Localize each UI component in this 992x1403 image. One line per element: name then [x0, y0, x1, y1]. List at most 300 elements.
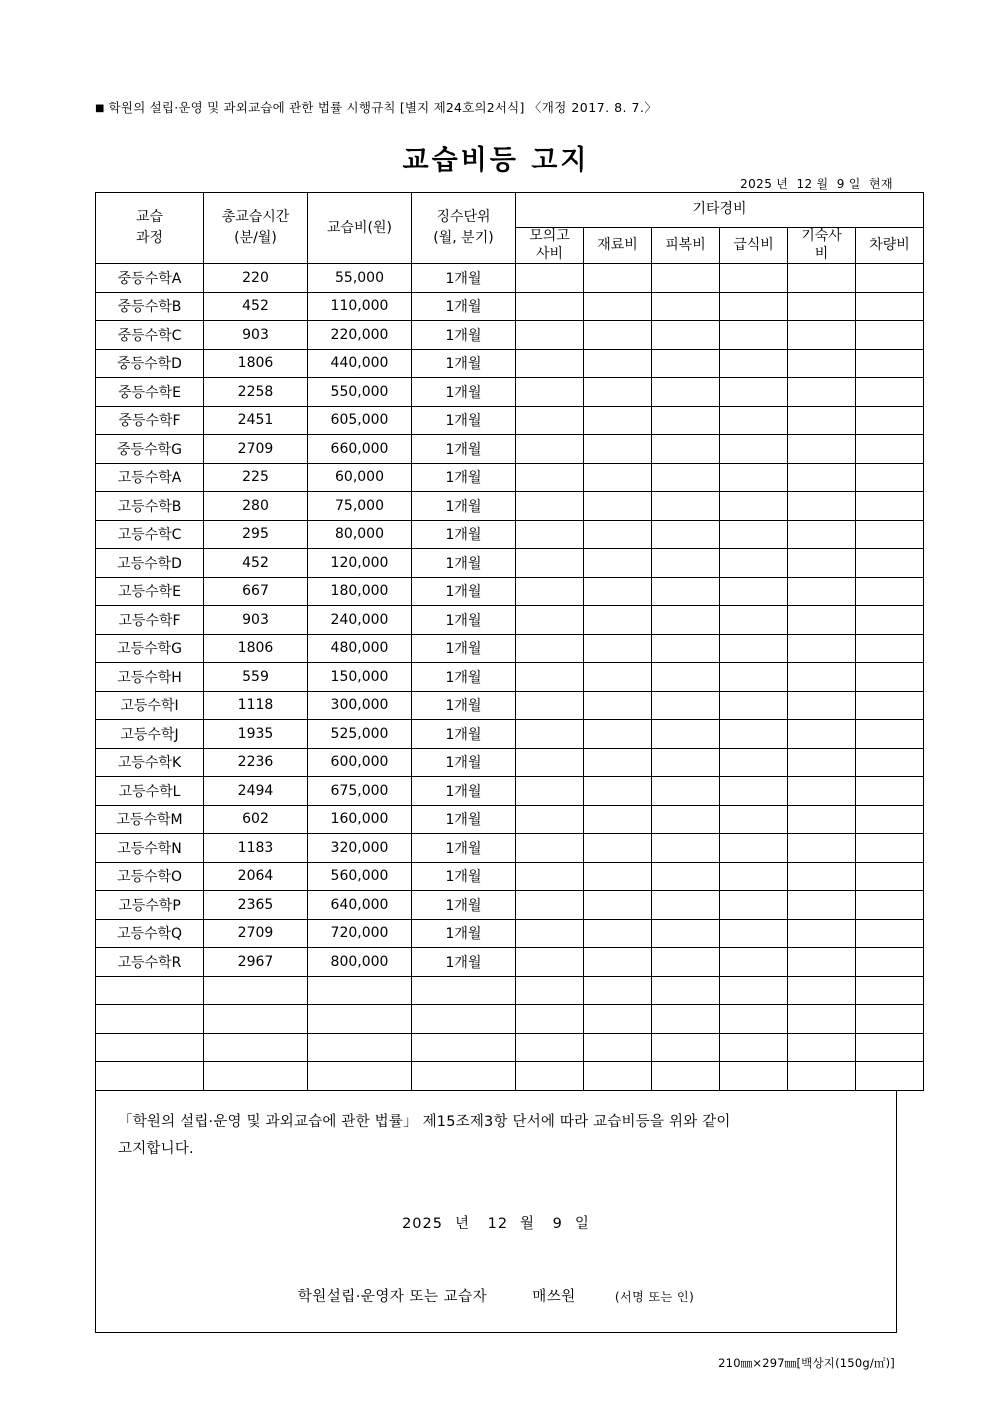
- table-row-empty: [96, 1005, 924, 1034]
- cell-course: 고등수학M: [96, 805, 204, 834]
- cell-etc-dormitory: [788, 805, 856, 834]
- cell-etc-vehicle: [856, 435, 924, 464]
- table-row: [96, 606, 924, 635]
- cell-fee: 60,000: [308, 463, 412, 492]
- cell-course: 고등수학F: [96, 606, 204, 635]
- cell-etc-vehicle: [856, 406, 924, 435]
- bullet-marker-icon: ■: [95, 103, 105, 114]
- cell-course: 중등수학G: [96, 435, 204, 464]
- cell-fee: 75,000: [308, 492, 412, 521]
- cell-etc-dormitory: [788, 520, 856, 549]
- cell-empty: [96, 1062, 204, 1091]
- table-row: [96, 321, 924, 350]
- table-row-empty: [96, 1033, 924, 1062]
- cell-etc-materials: [584, 549, 652, 578]
- cell-course: 고등수학A: [96, 463, 204, 492]
- as-of-month: 12: [796, 177, 813, 191]
- cell-unit: 1개월: [412, 264, 516, 293]
- cell-etc-mock-exam: [516, 834, 584, 863]
- cell-etc-mock-exam: [516, 577, 584, 606]
- cell-etc-vehicle: [856, 663, 924, 692]
- cell-etc-vehicle: [856, 834, 924, 863]
- cell-empty: [516, 1005, 584, 1034]
- col-header-course-line1: 교습: [135, 209, 164, 225]
- cell-course: 고등수학B: [96, 492, 204, 521]
- cell-etc-mock-exam: [516, 748, 584, 777]
- table-row: [96, 805, 924, 834]
- cell-etc-mock-exam: [516, 720, 584, 749]
- cell-course: 중등수학A: [96, 264, 204, 293]
- cell-etc-mock-exam: [516, 520, 584, 549]
- table-body: [96, 264, 924, 1091]
- cell-etc-vehicle: [856, 349, 924, 378]
- cell-etc-materials: [584, 891, 652, 920]
- cell-fee: 440,000: [308, 349, 412, 378]
- table-row: [96, 777, 924, 806]
- cell-etc-meals: [720, 691, 788, 720]
- cell-etc-clothing: [652, 264, 720, 293]
- cell-etc-clothing: [652, 292, 720, 321]
- cell-fee: 220,000: [308, 321, 412, 350]
- cell-empty: [412, 1033, 516, 1062]
- cell-etc-clothing: [652, 577, 720, 606]
- cell-total-hours: 452: [204, 292, 308, 321]
- cell-total-hours: 1806: [204, 634, 308, 663]
- cell-etc-meals: [720, 463, 788, 492]
- notice-date-year: 2025: [402, 1215, 443, 1232]
- cell-empty: [720, 1033, 788, 1062]
- cell-etc-materials: [584, 435, 652, 464]
- cell-etc-mock-exam: [516, 435, 584, 464]
- cell-fee: 560,000: [308, 862, 412, 891]
- cell-unit: 1개월: [412, 748, 516, 777]
- cell-etc-mock-exam: [516, 321, 584, 350]
- cell-etc-materials: [584, 463, 652, 492]
- page-title: 교습비등 고지: [402, 145, 590, 176]
- cell-total-hours: 602: [204, 805, 308, 834]
- cell-total-hours: 225: [204, 463, 308, 492]
- cell-empty: [652, 1062, 720, 1091]
- cell-etc-dormitory: [788, 549, 856, 578]
- cell-etc-clothing: [652, 549, 720, 578]
- cell-etc-clothing: [652, 520, 720, 549]
- cell-etc-dormitory: [788, 321, 856, 350]
- cell-etc-materials: [584, 748, 652, 777]
- cell-empty: [788, 1005, 856, 1034]
- cell-etc-vehicle: [856, 634, 924, 663]
- cell-etc-vehicle: [856, 606, 924, 635]
- cell-empty: [584, 1033, 652, 1062]
- cell-etc-dormitory: [788, 663, 856, 692]
- notice-date-day-label: 일: [574, 1215, 590, 1232]
- cell-empty: [412, 976, 516, 1005]
- cell-etc-mock-exam: [516, 777, 584, 806]
- cell-unit: 1개월: [412, 321, 516, 350]
- cell-empty: [204, 976, 308, 1005]
- table-row: [96, 834, 924, 863]
- cell-etc-materials: [584, 691, 652, 720]
- cell-etc-vehicle: [856, 577, 924, 606]
- col-header-etc-dormitory: [788, 228, 856, 264]
- cell-etc-vehicle: [856, 264, 924, 293]
- cell-total-hours: 1183: [204, 834, 308, 863]
- cell-etc-meals: [720, 634, 788, 663]
- cell-empty: [788, 1062, 856, 1091]
- cell-etc-clothing: [652, 948, 720, 977]
- cell-etc-dormitory: [788, 406, 856, 435]
- cell-etc-clothing: [652, 805, 720, 834]
- cell-etc-materials: [584, 919, 652, 948]
- cell-etc-dormitory: [788, 919, 856, 948]
- cell-course: 고등수학R: [96, 948, 204, 977]
- col-header-etc-materials: 재료비: [584, 228, 652, 264]
- cell-empty: [584, 976, 652, 1005]
- cell-etc-materials: [584, 264, 652, 293]
- cell-total-hours: 2365: [204, 891, 308, 920]
- cell-empty: [652, 1005, 720, 1034]
- cell-empty: [584, 1005, 652, 1034]
- cell-etc-meals: [720, 435, 788, 464]
- cell-fee: 480,000: [308, 634, 412, 663]
- cell-etc-mock-exam: [516, 549, 584, 578]
- cell-etc-materials: [584, 777, 652, 806]
- as-of-suffix: 현재: [869, 177, 893, 191]
- cell-course: 고등수학D: [96, 549, 204, 578]
- cell-etc-mock-exam: [516, 891, 584, 920]
- cell-empty: [204, 1005, 308, 1034]
- cell-empty: [412, 1062, 516, 1091]
- cell-unit: 1개월: [412, 891, 516, 920]
- cell-total-hours: 2258: [204, 378, 308, 407]
- cell-etc-mock-exam: [516, 463, 584, 492]
- cell-etc-clothing: [652, 748, 720, 777]
- cell-empty: [788, 1033, 856, 1062]
- table-row: [96, 378, 924, 407]
- table-row: [96, 691, 924, 720]
- cell-etc-vehicle: [856, 463, 924, 492]
- cell-unit: 1개월: [412, 520, 516, 549]
- cell-etc-dormitory: [788, 720, 856, 749]
- cell-etc-mock-exam: [516, 805, 584, 834]
- col-header-etc-group: 기타경비: [516, 193, 924, 228]
- cell-empty: [308, 1062, 412, 1091]
- cell-unit: 1개월: [412, 948, 516, 977]
- cell-etc-vehicle: [856, 805, 924, 834]
- paper-spec: 210㎜×297㎜[백상지(150g/㎡)]: [718, 1355, 895, 1370]
- cell-etc-vehicle: [856, 748, 924, 777]
- cell-empty: [856, 1005, 924, 1034]
- as-of-date: [738, 175, 895, 192]
- col-header-etc-meals: 급식비: [720, 228, 788, 264]
- cell-etc-vehicle: [856, 862, 924, 891]
- cell-etc-meals: [720, 748, 788, 777]
- cell-empty: [412, 1005, 516, 1034]
- as-of-month-label: 월: [816, 177, 829, 191]
- cell-course: 고등수학Q: [96, 919, 204, 948]
- cell-fee: 150,000: [308, 663, 412, 692]
- table-row: [96, 577, 924, 606]
- notice-date-day: 9: [552, 1215, 563, 1232]
- cell-etc-clothing: [652, 378, 720, 407]
- notice-box: [95, 1091, 897, 1333]
- cell-etc-clothing: [652, 663, 720, 692]
- table-row: [96, 948, 924, 977]
- cell-etc-mock-exam: [516, 919, 584, 948]
- table-row: [96, 748, 924, 777]
- table-row: [96, 292, 924, 321]
- col-header-etc-mock-exam: [516, 228, 584, 264]
- cell-fee: 605,000: [308, 406, 412, 435]
- as-of-day-label: 일: [848, 177, 861, 191]
- cell-empty: [516, 976, 584, 1005]
- col-header-course-line2: 과정: [135, 230, 164, 246]
- table-row: [96, 463, 924, 492]
- cell-fee: 80,000: [308, 520, 412, 549]
- as-of-day: 9: [836, 177, 845, 191]
- cell-etc-vehicle: [856, 520, 924, 549]
- cell-etc-materials: [584, 663, 652, 692]
- cell-etc-materials: [584, 862, 652, 891]
- cell-fee: 600,000: [308, 748, 412, 777]
- table-header: [96, 193, 924, 264]
- cell-etc-dormitory: [788, 378, 856, 407]
- cell-etc-dormitory: [788, 777, 856, 806]
- cell-etc-clothing: [652, 834, 720, 863]
- cell-total-hours: 1935: [204, 720, 308, 749]
- cell-etc-materials: [584, 292, 652, 321]
- cell-total-hours: 2967: [204, 948, 308, 977]
- cell-fee: 640,000: [308, 891, 412, 920]
- col-header-fee: [308, 193, 412, 264]
- col-header-unit-line2: (월, 분기): [433, 230, 494, 246]
- cell-etc-dormitory: [788, 948, 856, 977]
- cell-etc-dormitory: [788, 349, 856, 378]
- cell-etc-materials: [584, 577, 652, 606]
- table-row: [96, 663, 924, 692]
- revision-text: 〈개정 2017. 8. 7.〉: [528, 100, 658, 115]
- cell-course: 중등수학B: [96, 292, 204, 321]
- cell-unit: 1개월: [412, 378, 516, 407]
- cell-fee: 550,000: [308, 378, 412, 407]
- cell-fee: 660,000: [308, 435, 412, 464]
- cell-etc-vehicle: [856, 292, 924, 321]
- cell-etc-meals: [720, 948, 788, 977]
- cell-empty: [720, 976, 788, 1005]
- cell-etc-dormitory: [788, 862, 856, 891]
- cell-course: 고등수학I: [96, 691, 204, 720]
- cell-total-hours: 903: [204, 606, 308, 635]
- cell-empty: [856, 1033, 924, 1062]
- cell-etc-meals: [720, 577, 788, 606]
- table-row: [96, 520, 924, 549]
- cell-etc-dormitory: [788, 577, 856, 606]
- cell-empty: [652, 1033, 720, 1062]
- cell-etc-clothing: [652, 463, 720, 492]
- cell-unit: 1개월: [412, 919, 516, 948]
- cell-empty: [204, 1033, 308, 1062]
- cell-course: 고등수학C: [96, 520, 204, 549]
- cell-course: 고등수학P: [96, 891, 204, 920]
- cell-etc-vehicle: [856, 492, 924, 521]
- table-row: [96, 349, 924, 378]
- table-row: [96, 549, 924, 578]
- table-row: [96, 264, 924, 293]
- cell-total-hours: 452: [204, 549, 308, 578]
- cell-etc-vehicle: [856, 720, 924, 749]
- col-header-hours-line2: (분/월): [234, 230, 277, 246]
- cell-etc-meals: [720, 891, 788, 920]
- cell-empty: [584, 1062, 652, 1091]
- cell-total-hours: 2494: [204, 777, 308, 806]
- cell-etc-dormitory: [788, 492, 856, 521]
- col-header-etc-dormitory-line1: 기숙사: [801, 228, 842, 244]
- cell-etc-meals: [720, 492, 788, 521]
- cell-etc-clothing: [652, 349, 720, 378]
- cell-unit: 1개월: [412, 406, 516, 435]
- cell-total-hours: 2451: [204, 406, 308, 435]
- cell-etc-dormitory: [788, 264, 856, 293]
- cell-etc-clothing: [652, 634, 720, 663]
- cell-etc-clothing: [652, 321, 720, 350]
- cell-total-hours: 280: [204, 492, 308, 521]
- table-row: [96, 919, 924, 948]
- cell-fee: 720,000: [308, 919, 412, 948]
- cell-etc-clothing: [652, 720, 720, 749]
- cell-etc-meals: [720, 292, 788, 321]
- cell-course: 중등수학F: [96, 406, 204, 435]
- cell-unit: 1개월: [412, 577, 516, 606]
- cell-fee: 300,000: [308, 691, 412, 720]
- cell-empty: [308, 1033, 412, 1062]
- cell-course: 중등수학E: [96, 378, 204, 407]
- cell-empty: [720, 1062, 788, 1091]
- cell-course: 고등수학N: [96, 834, 204, 863]
- cell-etc-vehicle: [856, 891, 924, 920]
- cell-empty: [720, 1005, 788, 1034]
- cell-etc-clothing: [652, 406, 720, 435]
- cell-course: 고등수학E: [96, 577, 204, 606]
- cell-etc-dormitory: [788, 606, 856, 635]
- cell-etc-meals: [720, 520, 788, 549]
- cell-etc-dormitory: [788, 891, 856, 920]
- cell-etc-mock-exam: [516, 378, 584, 407]
- cell-empty: [96, 976, 204, 1005]
- table-header-row-1: [96, 193, 924, 228]
- cell-empty: [788, 976, 856, 1005]
- notice-date-month: 12: [487, 1215, 509, 1232]
- cell-unit: 1개월: [412, 777, 516, 806]
- col-header-unit: [412, 193, 516, 264]
- cell-etc-vehicle: [856, 549, 924, 578]
- cell-etc-dormitory: [788, 691, 856, 720]
- cell-etc-clothing: [652, 606, 720, 635]
- cell-total-hours: 2064: [204, 862, 308, 891]
- cell-etc-meals: [720, 549, 788, 578]
- table-row-empty: [96, 1062, 924, 1091]
- cell-etc-vehicle: [856, 948, 924, 977]
- col-header-etc-dormitory-line2: 비: [814, 245, 829, 262]
- cell-fee: 320,000: [308, 834, 412, 863]
- cell-unit: 1개월: [412, 634, 516, 663]
- cell-etc-mock-exam: [516, 492, 584, 521]
- cell-etc-dormitory: [788, 748, 856, 777]
- notice-date: [96, 1212, 896, 1233]
- cell-etc-meals: [720, 862, 788, 891]
- cell-unit: 1개월: [412, 805, 516, 834]
- cell-etc-meals: [720, 349, 788, 378]
- cell-etc-mock-exam: [516, 862, 584, 891]
- legal-reference-line: [95, 98, 657, 116]
- cell-etc-meals: [720, 378, 788, 407]
- table-row: [96, 862, 924, 891]
- cell-etc-materials: [584, 378, 652, 407]
- cell-course: 고등수학K: [96, 748, 204, 777]
- cell-total-hours: 220: [204, 264, 308, 293]
- cell-etc-meals: [720, 606, 788, 635]
- cell-etc-clothing: [652, 435, 720, 464]
- cell-etc-mock-exam: [516, 406, 584, 435]
- cell-etc-materials: [584, 948, 652, 977]
- table-row: [96, 720, 924, 749]
- signer-label: 학원설립·운영자 또는 교습자: [297, 1288, 488, 1305]
- cell-etc-meals: [720, 805, 788, 834]
- cell-total-hours: 1118: [204, 691, 308, 720]
- table-row: [96, 406, 924, 435]
- table-row: [96, 634, 924, 663]
- cell-etc-dormitory: [788, 435, 856, 464]
- col-header-etc-clothing: 피복비: [652, 228, 720, 264]
- cell-etc-meals: [720, 264, 788, 293]
- cell-etc-mock-exam: [516, 292, 584, 321]
- cell-empty: [856, 976, 924, 1005]
- cell-empty: [96, 1033, 204, 1062]
- cell-total-hours: 1806: [204, 349, 308, 378]
- table-row: [96, 891, 924, 920]
- cell-etc-materials: [584, 606, 652, 635]
- col-header-unit-line1: 징수단위: [436, 209, 491, 225]
- cell-etc-mock-exam: [516, 349, 584, 378]
- legal-reference-text: 학원의 설립·운영 및 과외교습에 관한 법률 시행규칙 [별지 제24호의2서식]: [108, 100, 525, 115]
- col-header-etc-vehicle: 차량비: [856, 228, 924, 264]
- cell-course: 고등수학G: [96, 634, 204, 663]
- cell-etc-materials: [584, 492, 652, 521]
- cell-etc-meals: [720, 834, 788, 863]
- cell-course: 중등수학D: [96, 349, 204, 378]
- cell-empty: [652, 976, 720, 1005]
- col-header-hours: [204, 193, 308, 264]
- col-header-etc-mock-exam-line1: 모의고: [529, 228, 570, 244]
- as-of-year: 2025: [740, 177, 773, 191]
- cell-etc-clothing: [652, 691, 720, 720]
- cell-total-hours: 295: [204, 520, 308, 549]
- cell-etc-dormitory: [788, 463, 856, 492]
- cell-unit: 1개월: [412, 349, 516, 378]
- cell-etc-clothing: [652, 891, 720, 920]
- notice-date-month-label: 월: [520, 1215, 536, 1232]
- cell-fee: 120,000: [308, 549, 412, 578]
- cell-total-hours: 903: [204, 321, 308, 350]
- cell-unit: 1개월: [412, 663, 516, 692]
- cell-total-hours: 559: [204, 663, 308, 692]
- signer-name: 매쓰원: [532, 1288, 576, 1305]
- cell-etc-mock-exam: [516, 948, 584, 977]
- cell-etc-meals: [720, 919, 788, 948]
- cell-course: 고등수학O: [96, 862, 204, 891]
- cell-empty: [308, 1005, 412, 1034]
- cell-unit: 1개월: [412, 691, 516, 720]
- cell-unit: 1개월: [412, 463, 516, 492]
- cell-unit: 1개월: [412, 720, 516, 749]
